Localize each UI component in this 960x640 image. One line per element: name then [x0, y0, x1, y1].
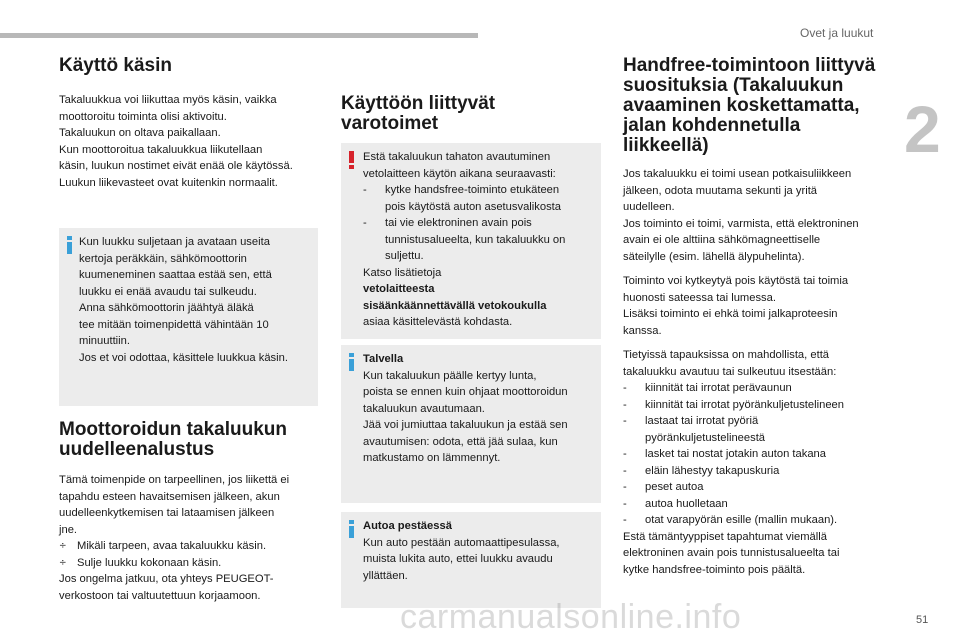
info-washing-text: [363, 518, 593, 584]
list-item: [623, 413, 893, 446]
info-box-overheat: [59, 228, 318, 406]
text-line: verkostoon tai valtuutettuun korjaamoon.: [59, 589, 261, 602]
text-line: Jää voi jumiuttaa takaluukun ja estää sen: [363, 419, 568, 431]
list-item: [363, 182, 593, 215]
text-line: Tämä toimenpide on tarpeellinen, jos liikettä ei: [59, 474, 290, 486]
text-line: uudelleenkytkemisen tai lataamisen jälkeen: [59, 507, 275, 519]
text-line: Kun luukku suljetaan ja avataan useita: [79, 236, 270, 248]
text-line: Jos ongelma jatkuu, ota yhteys PEUGEOT-: [59, 573, 274, 585]
text-line: Takaluukun on oltava paikallaan.: [59, 127, 221, 139]
text-line: kanssa.: [623, 324, 662, 337]
text-line: säteilylle (esim. lähellä älypuhelinta).: [623, 250, 805, 263]
list-item: - eläin lähestyy takapuskuria: [623, 463, 893, 480]
text-line: - kytke handsfree-toiminto etukäteen: [385, 184, 560, 196]
info-icon: [349, 353, 354, 369]
text-line: Kun takaluukun päälle kertyy lunta,: [363, 369, 537, 382]
text-line: matkustamo on lämmennyt.: [363, 452, 501, 464]
text-line: elektroninen avain pois tunnistusalueelta tai: [623, 547, 840, 559]
handsfree-paragraph-3: [623, 347, 893, 578]
list-item: - autoa huolletaan: [623, 496, 893, 513]
text-line: avain ei ole alttiina sähkömagneettiselle: [623, 234, 821, 246]
text-line: uudelleen.: [623, 201, 675, 213]
heading-precautions: [341, 94, 603, 134]
text-line: [363, 265, 593, 298]
text-line: Estä takaluukun tahaton avautuminen: [363, 151, 551, 163]
heading-line: liikkeellä): [623, 135, 709, 156]
column-manual-operation: [59, 56, 321, 191]
info-overheat-text: [79, 234, 310, 366]
text-line: Kun auto pestään automaattipesulassa,: [363, 536, 560, 549]
chapter-number: 2: [904, 92, 941, 166]
heading-line: jalan kohdennetulla: [623, 115, 801, 136]
list-item: [363, 215, 593, 265]
heading-line: Handfree-toimintoon liittyvä: [623, 55, 876, 76]
cross-reference: vetolaitteesta: [363, 283, 435, 295]
text-line: Jos takaluukku ei toimi usean potkaisuliikkeen: [623, 168, 852, 180]
reset-text: [59, 472, 321, 604]
text-line: jälkeen, odota muutama sekunti ja yritä: [623, 184, 818, 197]
text-line: minuuttiin.: [79, 335, 130, 347]
heading-reset: [59, 420, 321, 460]
text-line: suljettu.: [385, 250, 424, 262]
text-line: käsin, luukun nostimet eivät enää ole käytössä.: [59, 160, 293, 172]
text-line: - tai vie elektroninen avain pois: [385, 217, 532, 229]
column-handsfree: [623, 56, 893, 578]
heading-line: Moottoroidun takaluukun: [59, 419, 287, 440]
watermark: carmanualsonline.info: [400, 598, 742, 636]
reset-step: ÷ Mikäli tarpeen, avaa takaluukku käsin.: [59, 538, 321, 555]
text-line: jne.: [59, 523, 78, 536]
warning-box-towing: [341, 143, 601, 339]
info-box-washing: [341, 512, 601, 608]
list-item: - kiinnität tai irrotat perävaunun: [623, 380, 893, 397]
reset-step: ÷ Sulje luukku kokonaan käsin.: [59, 555, 321, 572]
info-box-winter: [341, 345, 601, 503]
list-item: - peset autoa: [623, 479, 893, 496]
text-line: Estä tämäntyyppiset tapahtumat viemällä: [623, 530, 827, 543]
text-line: Toiminto voi kytkeytyä pois käytöstä tai toimia: [623, 275, 849, 287]
text-line: moottoroitu toiminta olisi aktivoitu.: [59, 110, 227, 123]
section-title: Ovet ja luukut: [800, 26, 874, 40]
text-line: pyöränkuljetustelineestä: [645, 431, 766, 444]
info-icon: [349, 520, 354, 536]
text-line: Jos et voi odottaa, käsittele luukkua käsin.: [79, 351, 288, 364]
info-winter-text: [363, 351, 593, 467]
text-line: Anna sähkömoottorin jäähtyä äläkä: [79, 302, 254, 314]
text-line: tee mitään toimenpidettä vähintään 10: [79, 318, 269, 331]
heading-line: suosituksia (Takaluukun: [623, 75, 844, 96]
text-line: yllättäen.: [363, 569, 408, 582]
info-title: Autoa pestäessä: [363, 520, 452, 532]
list-item: - kiinnität tai irrotat pyöränkuljetustelineen: [623, 397, 893, 414]
column-reset: [59, 420, 321, 604]
heading-line: Käyttöön liittyvät: [341, 93, 496, 114]
text-line: poista se ennen kuin ohjaat moottoroidun: [363, 386, 568, 398]
warning-icon: [349, 151, 354, 169]
text-line: avautumisen: odota, että jää sulaa, kun: [363, 435, 558, 448]
text-line: Tietyissä tapauksissa on mahdollista, että: [623, 349, 830, 361]
heading-line: uudelleenalustus: [59, 439, 215, 460]
text-line: Luukun liikevasteet ovat kuitenkin normaalit.: [59, 176, 278, 189]
text-line: luukku ei enää avaudu tai sulkeudu.: [79, 285, 257, 298]
warning-towing-text: [363, 149, 593, 331]
text-line: pois käytöstä auton asetusvalikosta: [385, 200, 561, 213]
heading-manual-operation: Käyttö käsin: [59, 55, 172, 76]
cross-reference: sisäänkäännettävällä vetokoukulla: [363, 299, 547, 312]
text-line: Takaluukkua voi liikuttaa myös käsin, vaikka: [59, 94, 277, 106]
handsfree-paragraph-1: [623, 166, 893, 265]
text-line: muista lukita auto, ettei luukku avaudu: [363, 553, 553, 565]
info-icon: [67, 236, 72, 252]
heading-line: varotoimet: [341, 113, 439, 134]
text-line: Jos toiminto ei toimi, varmista, että elektroninen: [623, 217, 859, 230]
text-fragment: Katso lisätietoja: [363, 266, 442, 279]
heading-line: avaaminen koskettamatta,: [623, 95, 860, 116]
column-precautions: [341, 94, 603, 134]
page-number: 51: [916, 614, 929, 626]
text-line: tapahdu esteen havaitsemisen jälkeen, akun: [59, 490, 280, 503]
text-line: - lastaat tai irrotat pyöriä: [645, 415, 759, 427]
text-line: kertoja peräkkäin, sähkömoottorin: [79, 252, 247, 265]
text-line: asiaa käsittelevästä kohdasta.: [363, 316, 513, 328]
text-line: vetolaitteen käytön aikana seuraavasti:: [363, 167, 556, 180]
text-line: huonosti sateessa tai lumessa.: [623, 291, 776, 304]
text-line: tunnistusalueelta, kun takaluukku on: [385, 233, 566, 246]
heading-handsfree: [623, 56, 893, 156]
text-line: takaluukku avautuu tai sulkeutuu itsestään:: [623, 365, 837, 378]
text-line: Kun moottoroitua takaluukkua liikutellaan: [59, 143, 263, 156]
text-line: Lisäksi toiminto ei ehkä toimi jalkaproteesin: [623, 308, 838, 320]
list-item: - otat varapyörän esille (mallin mukaan).: [623, 512, 893, 529]
header-rule: [0, 33, 478, 38]
list-item: - lasket tai nostat jotakin auton takana: [623, 446, 893, 463]
text-line: kytke handsfree-toiminto pois päältä.: [623, 563, 806, 576]
info-title: Talvella: [363, 353, 404, 365]
text-line: takaluukun avautumaan.: [363, 402, 485, 415]
handsfree-paragraph-2: [623, 273, 893, 339]
text-line: kuumeneminen saattaa estää sen, että: [79, 269, 272, 281]
manual-operation-text: [59, 92, 321, 191]
